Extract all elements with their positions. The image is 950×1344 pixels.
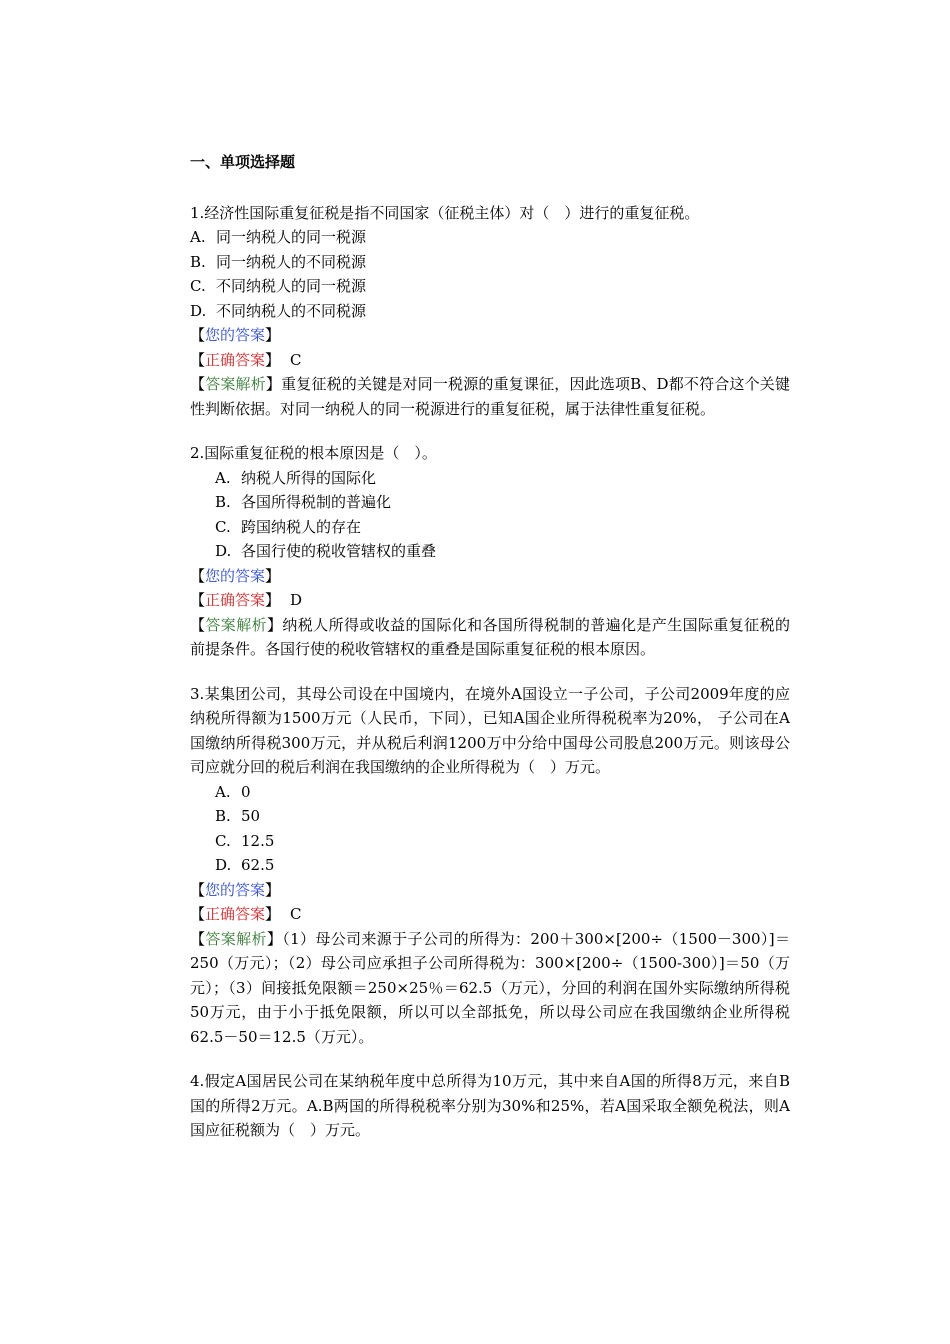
explanation-text: （1）母公司来源于子公司的所得为：200＋300×[200÷（1500－300）]＝250（万元）；（2）母公司应承担子公司所得税为：300×[200÷（1500-300）]＝50（万元）；（3）间接抵免限额＝250×25％＝62.5（万元），分回的利润在国外实际缴纳所得税50万元，由于小于抵免限额，所以可以全部抵免，所以母公司应在我国缴纳企业所得税62.5－50＝12.5（万元）。: [190, 929, 790, 1046]
option-letter: B.: [215, 807, 231, 825]
your-answer-label: 您的答案: [205, 326, 266, 344]
option-letter: B.: [215, 493, 231, 511]
bracket-open: 【: [190, 905, 206, 923]
option-letter: A.: [215, 468, 231, 487]
your-answer-label: 您的答案: [205, 566, 266, 585]
option-letter: A.: [215, 782, 231, 801]
bracket-open: 【: [190, 350, 206, 369]
option-text: 不同纳税人的同一税源: [216, 277, 367, 295]
bracket-close: 】: [266, 615, 283, 634]
bracket-close: 】: [265, 350, 281, 369]
question-stem: 3.某集团公司，其母公司设在中国境内，在境外A国设立一子公司，子公司2009年度的应纳税所得额为1500万元（人民币，下同），已知A国企业所得税税率为20%， 子公司在A国缴纳所得税300万元，并从税后利润1200万中分给中国母公司股息200万元。则该母公司应就分回的税后利润在我国缴纳的企业所得税为（ ）万元。: [190, 684, 790, 776]
your-answer-label: 您的答案: [205, 880, 266, 899]
option-d: [190, 539, 790, 564]
option-d: [190, 853, 790, 878]
correct-answer-value: C: [290, 905, 302, 923]
option-c: [190, 274, 790, 299]
option-b: [190, 804, 790, 829]
option-text: 62.5: [241, 856, 275, 874]
explanation-label: 答案解析: [205, 929, 267, 948]
bracket-open: 【: [190, 375, 206, 393]
option-c: [190, 515, 790, 540]
question-stem: 4.假定A国居民公司在某纳税年度中总所得为10万元，其中来自A国的所得8万元，来自B国的所得2万元。A.B两国的所得税税率分别为30%和25%，若A国采取全额免税法，则A国应征税额为（ ）万元。: [190, 1072, 790, 1139]
bracket-open: 【: [190, 566, 206, 585]
document-content: [190, 150, 790, 1163]
bracket-close: 】: [265, 326, 281, 344]
correct-answer-value: C: [290, 350, 302, 369]
option-text: 同一纳税人的不同税源: [216, 252, 367, 271]
option-letter: C.: [215, 831, 231, 850]
bracket-open: 【: [190, 880, 206, 899]
option-text: 12.5: [241, 831, 275, 850]
correct-answer-label: 正确答案: [205, 591, 266, 609]
section-title: 一、单项选择题: [190, 153, 296, 171]
explanation-text: 重复征税的关键是对同一税源的重复课征，因此选项B、D都不符合这个关键性判断依据。对同一纳税人的同一税源进行的重复征税，属于法律性重复征税。: [190, 375, 790, 418]
bracket-close: 】: [265, 375, 282, 393]
explanation-text: 纳税人所得或收益的国际化和各国所得税制的普遍化是产生国际重复征税的前提条件。各国行使的税收管辖权的重叠是国际重复征税的根本原因。: [190, 615, 790, 658]
option-letter: A.: [190, 228, 206, 246]
bracket-close: 】: [265, 566, 281, 585]
explanation-row: [190, 372, 790, 421]
bracket-open: 【: [190, 591, 206, 609]
option-c: [190, 829, 790, 854]
option-text: 50: [241, 807, 261, 825]
explanation-row: [190, 927, 790, 1050]
bracket-open: 【: [190, 615, 206, 634]
option-d: [190, 299, 790, 324]
your-answer-row: [190, 878, 790, 903]
bracket-close: 】: [265, 880, 281, 899]
bracket-close: 】: [265, 591, 281, 609]
question-4: [190, 1069, 790, 1143]
explanation-row: [190, 613, 790, 662]
explanation-label: 答案解析: [205, 375, 266, 393]
correct-answer-row: [190, 588, 790, 613]
question-3: [190, 682, 790, 1050]
bracket-open: 【: [190, 929, 206, 948]
option-text: 各国行使的税收管辖权的重叠: [241, 542, 437, 560]
option-list: [190, 225, 790, 323]
option-a: [190, 780, 790, 805]
question-1: [190, 201, 790, 422]
option-letter: C.: [190, 277, 206, 295]
correct-answer-row: [190, 902, 790, 927]
correct-answer-value: D: [290, 591, 303, 609]
correct-answer-label: 正确答案: [205, 350, 266, 369]
option-letter: D.: [190, 301, 207, 320]
option-text: 跨国纳税人的存在: [241, 517, 362, 536]
bracket-close: 】: [265, 905, 281, 923]
option-b: [190, 250, 790, 275]
option-text: 纳税人所得的国际化: [241, 468, 377, 487]
option-letter: C.: [215, 517, 231, 536]
question-stem: 2.国际重复征税的根本原因是（ ）。: [190, 444, 437, 462]
option-text: 不同纳税人的不同税源: [216, 301, 367, 320]
bracket-open: 【: [190, 326, 206, 344]
option-a: [190, 225, 790, 250]
your-answer-row: [190, 323, 790, 348]
option-letter: D.: [215, 542, 232, 560]
question-stem: 1.经济性国际重复征税是指不同国家（征税主体）对（ ）进行的重复征税。: [190, 203, 700, 222]
option-b: [190, 490, 790, 515]
bracket-close: 】: [266, 929, 283, 948]
question-2: [190, 441, 790, 662]
option-letter: D.: [215, 856, 232, 874]
option-list: [190, 780, 790, 878]
option-list: [190, 466, 790, 564]
option-text: 0: [241, 782, 251, 801]
option-text: 同一纳税人的同一税源: [216, 228, 367, 246]
option-letter: B.: [190, 252, 206, 271]
correct-answer-row: [190, 348, 790, 373]
option-a: [190, 466, 790, 491]
your-answer-row: [190, 564, 790, 589]
explanation-label: 答案解析: [205, 615, 267, 634]
option-text: 各国所得税制的普遍化: [241, 493, 392, 511]
correct-answer-label: 正确答案: [205, 905, 266, 923]
